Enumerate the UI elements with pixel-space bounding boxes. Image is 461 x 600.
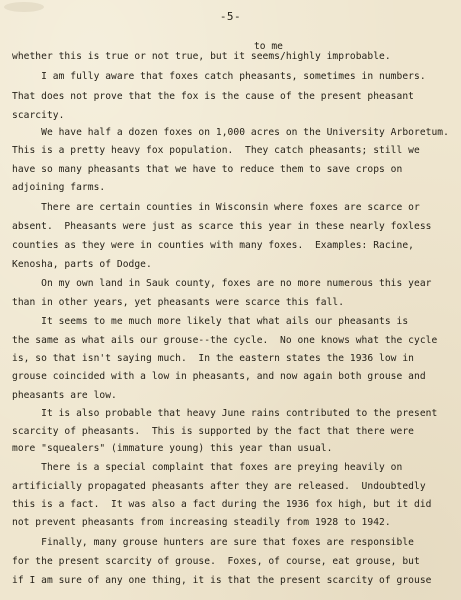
text-line: have so many pheasants that we have to reduce them to save crops on	[12, 164, 403, 175]
text-line: scarcity.	[12, 110, 65, 121]
text-line: It is also probable that heavy June rains contributed to the present	[12, 408, 438, 419]
page-number: -5-	[219, 10, 242, 23]
text-line: I am fully aware that foxes catch pheasants, sometimes in numbers.	[12, 71, 426, 82]
text-line: There is a special complaint that foxes are preying heavily on	[12, 462, 403, 473]
text-line: the same as what ails our grouse--the cycle. No one knows what the cycle	[12, 335, 438, 346]
text-line: scarcity of pheasants. This is supported by the fact that there were	[12, 426, 414, 437]
text-line: absent. Pheasants were just as scarce this year in these nearly foxless	[12, 221, 432, 232]
text-line: Finally, many grouse hunters are sure that foxes are responsible	[12, 537, 414, 548]
text-line: Kenosha, parts of Dodge.	[12, 259, 152, 270]
text-line: counties as they were in counties with many foxes. Examples: Racine,	[12, 240, 414, 251]
text-line: This is a pretty heavy fox population. They catch pheasants; still we	[12, 145, 420, 156]
text-line: if I am sure of any one thing, it is that the present scarcity of grouse	[12, 575, 432, 586]
text-line: pheasants are low.	[12, 390, 117, 401]
text-line: That does not prove that the fox is the cause of the present pheasant	[12, 91, 414, 102]
text-line: grouse coincided with a low in pheasants, and now again both grouse and	[12, 371, 426, 382]
text-line: not prevent pheasants from increasing steadily from 1928 to 1942.	[12, 517, 391, 528]
text-line: adjoining farms.	[12, 182, 106, 193]
text-line: On my own land in Sauk county, foxes are no more numerous this year	[12, 278, 432, 289]
text-line: We have half a dozen foxes on 1,000 acres on the University Arboretum.	[12, 127, 449, 138]
text-line: artificially propagated pheasants after they are released. Undoubtedly	[12, 481, 426, 492]
text-line: this is a fact. It was also a fact during the 1936 fox high, but it did	[12, 499, 432, 510]
text-line: for the present scarcity of grouse. Foxes, of course, eat grouse, but	[12, 556, 420, 567]
text-line: There are certain counties in Wisconsin where foxes are scarce or	[12, 202, 420, 213]
handwritten-insertion: to me	[254, 41, 283, 52]
text-line: more "squealers" (immature young) this year than usual.	[12, 443, 333, 454]
text-line: It seems to me much more likely that what ails our pheasants is	[12, 316, 409, 327]
text-line: whether this is true or not true, but it seems/highly improbable.	[12, 51, 391, 62]
text-line: is, so that isn't saying much. In the eastern states the 1936 low in	[12, 353, 414, 364]
text-line: than in other years, yet pheasants were scarce this fall.	[12, 297, 345, 308]
